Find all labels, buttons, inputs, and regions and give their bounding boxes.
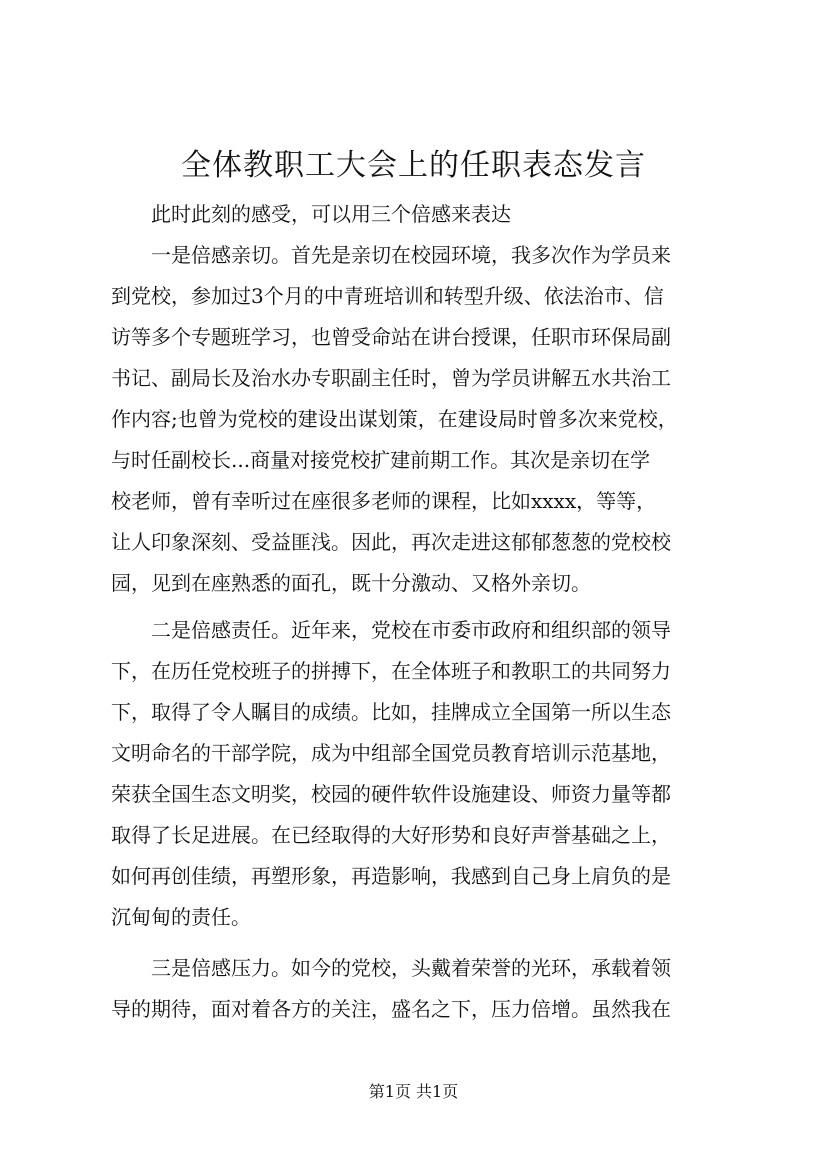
paragraph-line: 二是倍感责任。近年来，党校在市委市政府和组织部的领导 [151,618,671,642]
paragraph-line: 园，见到在座熟悉的面孔，既十分激动、又格外亲切。 [111,571,591,595]
paragraph-line: 下，在历任党校班子的拼搏下，在全体班子和教职工的共同努力 [111,659,671,683]
paragraph-line: 书记、副局长及治水办专职副主任时，曾为学员讲解五水共治工 [111,366,671,390]
paragraph-line: 作内容;也曾为党校的建设出谋划策，在建设局时曾多次来党校， [111,407,678,431]
paragraph-line: 让人印象深刻、受益匪浅。因此，再次走进这郁郁葱葱的党校校 [111,530,671,554]
document-title: 全体教职工大会上的任职表态发言 [181,148,646,183]
paragraph-line: 荣获全国生态文明奖，校园的硬件软件设施建设、师资力量等都 [111,782,671,806]
document-body [111,194,725,1030]
paragraph-line: 取得了长足进展。在已经取得的大好形势和良好声誉基础之上， [111,823,671,847]
paragraph-line: 到党校，参加过3个月的中青班培训和转型升级、依法治市、信 [111,284,664,308]
page-number: 第1页 共1页 [368,1082,459,1101]
paragraph-line: 如何再创佳绩，再塑形象，再造影响，我感到自己身上肩负的是 [111,864,671,888]
paragraph-line: 与时任副校长...商量对接党校扩建前期工作。其次是亲切在学 [111,448,651,472]
paragraph-line: 此时此刻的感受，可以用三个倍感来表达 [151,202,511,226]
paragraph-line: 校老师，曾有幸听过在座很多老师的课程，比如xxxx，等等， [111,489,657,513]
paragraph-line: 文明命名的干部学院，成为中组部全国党员教育培训示范基地， [111,741,671,765]
paragraph-line: 沉甸甸的责任。 [111,905,251,929]
paragraph-line: 三是倍感压力。如今的党校，头戴着荣誉的光环，承载着领 [151,956,671,980]
paragraph-line: 访等多个专题班学习，也曾受命站在讲台授课，任职市环保局副 [111,325,671,349]
paragraph-line: 一是倍感亲切。首先是亲切在校园环境，我多次作为学员来 [151,243,671,267]
paragraph-line: 导的期待，面对着各方的关注，盛名之下，压力倍增。虽然我在 [111,997,671,1021]
paragraph-line: 下，取得了令人瞩目的成绩。比如，挂牌成立全国第一所以生态 [111,700,671,724]
